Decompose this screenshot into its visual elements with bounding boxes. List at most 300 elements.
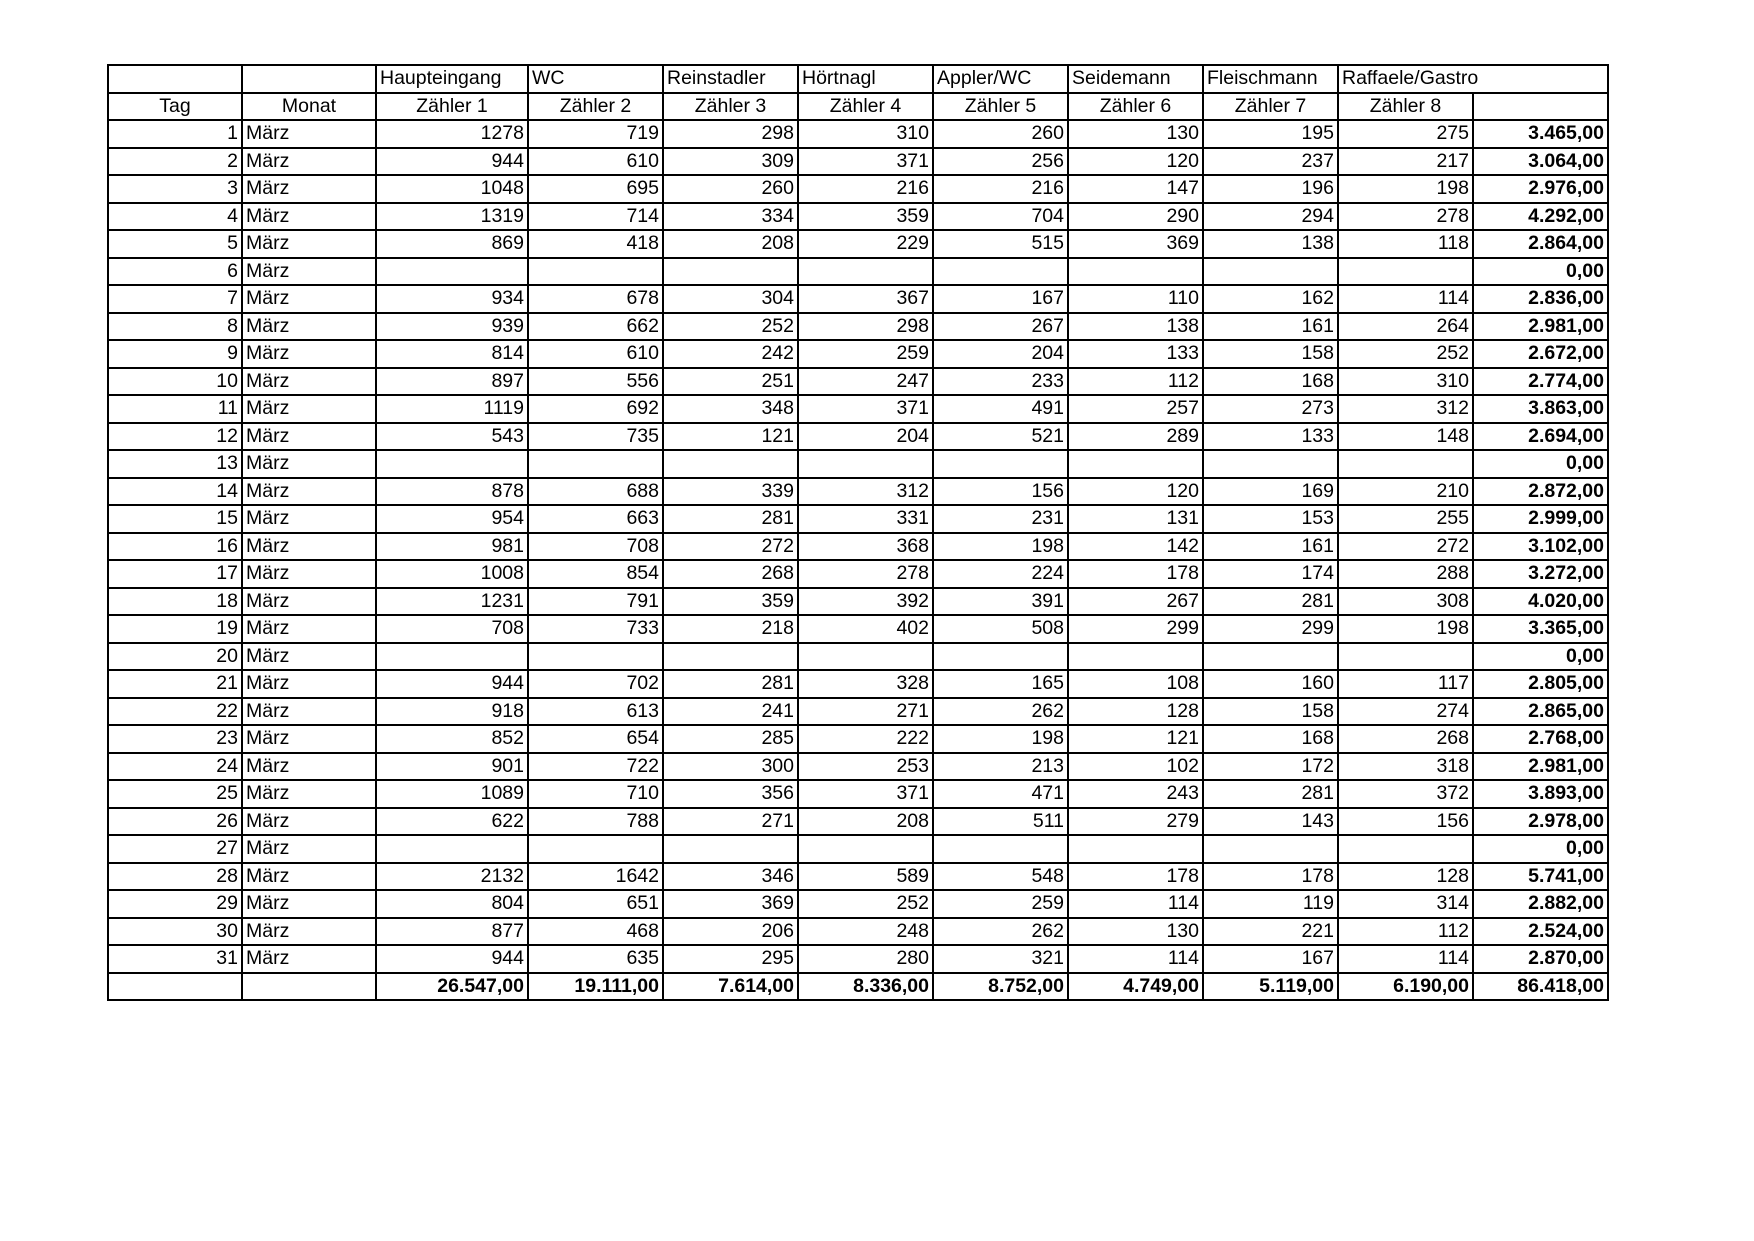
row-total-cell[interactable]: 2.999,00	[1473, 505, 1608, 533]
counter-value-cell[interactable]: 133	[1068, 340, 1203, 368]
day-cell[interactable]: 19	[108, 615, 242, 643]
counter-value-cell[interactable]: 299	[1068, 615, 1203, 643]
counter-value-cell[interactable]: 548	[933, 863, 1068, 891]
counter-value-cell[interactable]: 279	[1068, 808, 1203, 836]
row-total-cell[interactable]: 2.805,00	[1473, 670, 1608, 698]
counter-value-cell[interactable]: 331	[798, 505, 933, 533]
counter-value-cell[interactable]: 114	[1068, 945, 1203, 973]
counter-value-cell[interactable]: 272	[1338, 533, 1473, 561]
counter-header[interactable]: Zähler 8	[1338, 93, 1473, 121]
counter-value-cell[interactable]: 371	[798, 395, 933, 423]
day-cell[interactable]: 15	[108, 505, 242, 533]
row-total-cell[interactable]: 2.672,00	[1473, 340, 1608, 368]
counter-value-cell[interactable]: 210	[1338, 478, 1473, 506]
counter-value-cell[interactable]: 304	[663, 285, 798, 313]
day-cell[interactable]: 25	[108, 780, 242, 808]
day-cell[interactable]: 21	[108, 670, 242, 698]
counter-value-cell[interactable]: 147	[1068, 175, 1203, 203]
counter-value-cell[interactable]: 402	[798, 615, 933, 643]
counter-value-cell[interactable]: 359	[798, 203, 933, 231]
counter-value-cell[interactable]: 2132	[376, 863, 528, 891]
counter-value-cell[interactable]: 944	[376, 148, 528, 176]
counter-value-cell[interactable]: 262	[933, 918, 1068, 946]
counter-value-cell[interactable]: 708	[528, 533, 663, 561]
counter-value-cell[interactable]: 222	[798, 725, 933, 753]
counter-value-cell[interactable]: 312	[1338, 395, 1473, 423]
counter-value-cell[interactable]: 369	[663, 890, 798, 918]
counter-value-cell[interactable]	[1203, 258, 1338, 286]
counter-value-cell[interactable]: 804	[376, 890, 528, 918]
counter-value-cell[interactable]: 515	[933, 230, 1068, 258]
row-total-cell[interactable]: 2.774,00	[1473, 368, 1608, 396]
counter-value-cell[interactable]: 221	[1203, 918, 1338, 946]
counter-value-cell[interactable]: 654	[528, 725, 663, 753]
counter-value-cell[interactable]: 143	[1203, 808, 1338, 836]
column-total-cell[interactable]: 8.752,00	[933, 973, 1068, 1001]
counter-value-cell[interactable]: 334	[663, 203, 798, 231]
counter-value-cell[interactable]: 267	[933, 313, 1068, 341]
counter-value-cell[interactable]: 138	[1068, 313, 1203, 341]
counter-value-cell[interactable]: 369	[1068, 230, 1203, 258]
counter-value-cell[interactable]	[1068, 835, 1203, 863]
counter-value-cell[interactable]: 897	[376, 368, 528, 396]
counter-header[interactable]: Zähler 4	[798, 93, 933, 121]
counter-value-cell[interactable]: 275	[1338, 120, 1473, 148]
counter-value-cell[interactable]: 130	[1068, 120, 1203, 148]
counter-value-cell[interactable]: 114	[1338, 285, 1473, 313]
counter-value-cell[interactable]	[1068, 450, 1203, 478]
counter-value-cell[interactable]: 260	[663, 175, 798, 203]
counter-header[interactable]: Zähler 7	[1203, 93, 1338, 121]
day-cell[interactable]: 10	[108, 368, 242, 396]
month-cell[interactable]: März	[242, 588, 376, 616]
counter-value-cell[interactable]: 791	[528, 588, 663, 616]
counter-value-cell[interactable]: 299	[1203, 615, 1338, 643]
counter-value-cell[interactable]: 165	[933, 670, 1068, 698]
counter-value-cell[interactable]: 237	[1203, 148, 1338, 176]
empty-cell[interactable]	[108, 973, 242, 1001]
counter-value-cell[interactable]: 471	[933, 780, 1068, 808]
counter-value-cell[interactable]: 1319	[376, 203, 528, 231]
counter-value-cell[interactable]: 167	[933, 285, 1068, 313]
counter-value-cell[interactable]: 198	[933, 725, 1068, 753]
month-cell[interactable]: März	[242, 368, 376, 396]
column-total-cell[interactable]: 8.336,00	[798, 973, 933, 1001]
counter-value-cell[interactable]: 267	[1068, 588, 1203, 616]
day-cell[interactable]: 11	[108, 395, 242, 423]
counter-value-cell[interactable]: 280	[798, 945, 933, 973]
counter-value-cell[interactable]: 119	[1203, 890, 1338, 918]
location-header[interactable]: Haupteingang	[376, 65, 528, 93]
counter-value-cell[interactable]	[376, 643, 528, 671]
row-total-cell[interactable]: 2.768,00	[1473, 725, 1608, 753]
counter-value-cell[interactable]: 224	[933, 560, 1068, 588]
counter-value-cell[interactable]: 339	[663, 478, 798, 506]
day-cell[interactable]: 28	[108, 863, 242, 891]
counter-value-cell[interactable]: 229	[798, 230, 933, 258]
counter-value-cell[interactable]: 310	[1338, 368, 1473, 396]
counter-value-cell[interactable]: 288	[1338, 560, 1473, 588]
month-cell[interactable]: März	[242, 670, 376, 698]
counter-value-cell[interactable]: 1642	[528, 863, 663, 891]
counter-value-cell[interactable]	[663, 258, 798, 286]
counter-value-cell[interactable]	[933, 643, 1068, 671]
row-total-cell[interactable]: 2.694,00	[1473, 423, 1608, 451]
counter-value-cell[interactable]: 348	[663, 395, 798, 423]
counter-value-cell[interactable]: 298	[798, 313, 933, 341]
location-header[interactable]: Appler/WC	[933, 65, 1068, 93]
counter-value-cell[interactable]: 158	[1203, 340, 1338, 368]
month-cell[interactable]: März	[242, 863, 376, 891]
counter-value-cell[interactable]: 944	[376, 945, 528, 973]
counter-value-cell[interactable]: 117	[1338, 670, 1473, 698]
day-cell[interactable]: 23	[108, 725, 242, 753]
row-total-cell[interactable]: 2.524,00	[1473, 918, 1608, 946]
column-total-cell[interactable]: 7.614,00	[663, 973, 798, 1001]
counter-value-cell[interactable]: 278	[1338, 203, 1473, 231]
counter-value-cell[interactable]: 878	[376, 478, 528, 506]
counter-value-cell[interactable]: 174	[1203, 560, 1338, 588]
counter-value-cell[interactable]: 268	[1338, 725, 1473, 753]
row-total-cell[interactable]: 3.465,00	[1473, 120, 1608, 148]
counter-value-cell[interactable]: 213	[933, 753, 1068, 781]
counter-value-cell[interactable]: 359	[663, 588, 798, 616]
counter-value-cell[interactable]: 543	[376, 423, 528, 451]
counter-value-cell[interactable]: 208	[663, 230, 798, 258]
row-total-cell[interactable]: 3.893,00	[1473, 780, 1608, 808]
counter-value-cell[interactable]: 418	[528, 230, 663, 258]
day-cell[interactable]: 26	[108, 808, 242, 836]
counter-value-cell[interactable]: 695	[528, 175, 663, 203]
counter-value-cell[interactable]	[1338, 643, 1473, 671]
counter-value-cell[interactable]: 733	[528, 615, 663, 643]
day-cell[interactable]: 3	[108, 175, 242, 203]
counter-value-cell[interactable]: 367	[798, 285, 933, 313]
row-total-cell[interactable]: 2.864,00	[1473, 230, 1608, 258]
month-cell[interactable]: März	[242, 450, 376, 478]
row-total-cell[interactable]: 2.865,00	[1473, 698, 1608, 726]
counter-value-cell[interactable]: 216	[798, 175, 933, 203]
row-total-cell[interactable]: 3.272,00	[1473, 560, 1608, 588]
row-total-cell[interactable]: 4.020,00	[1473, 588, 1608, 616]
counter-value-cell[interactable]: 613	[528, 698, 663, 726]
month-cell[interactable]: März	[242, 175, 376, 203]
day-cell[interactable]: 16	[108, 533, 242, 561]
counter-value-cell[interactable]: 206	[663, 918, 798, 946]
counter-value-cell[interactable]: 142	[1068, 533, 1203, 561]
day-cell[interactable]: 17	[108, 560, 242, 588]
counter-value-cell[interactable]: 120	[1068, 478, 1203, 506]
counter-header[interactable]: Zähler 2	[528, 93, 663, 121]
counter-value-cell[interactable]: 589	[798, 863, 933, 891]
counter-value-cell[interactable]: 328	[798, 670, 933, 698]
row-total-cell[interactable]: 2.976,00	[1473, 175, 1608, 203]
counter-value-cell[interactable]: 622	[376, 808, 528, 836]
counter-value-cell[interactable]: 814	[376, 340, 528, 368]
counter-value-cell[interactable]: 253	[798, 753, 933, 781]
counter-header[interactable]: Zähler 6	[1068, 93, 1203, 121]
counter-value-cell[interactable]: 114	[1068, 890, 1203, 918]
row-total-cell[interactable]: 5.741,00	[1473, 863, 1608, 891]
location-header[interactable]: Reinstadler	[663, 65, 798, 93]
counter-value-cell[interactable]: 198	[933, 533, 1068, 561]
counter-value-cell[interactable]: 167	[1203, 945, 1338, 973]
day-cell[interactable]: 18	[108, 588, 242, 616]
counter-value-cell[interactable]: 160	[1203, 670, 1338, 698]
month-cell[interactable]: März	[242, 258, 376, 286]
day-cell[interactable]: 5	[108, 230, 242, 258]
counter-value-cell[interactable]: 112	[1338, 918, 1473, 946]
counter-value-cell[interactable]	[798, 450, 933, 478]
counter-value-cell[interactable]: 133	[1203, 423, 1338, 451]
counter-value-cell[interactable]: 162	[1203, 285, 1338, 313]
month-cell[interactable]: März	[242, 148, 376, 176]
counter-value-cell[interactable]: 255	[1338, 505, 1473, 533]
counter-value-cell[interactable]: 719	[528, 120, 663, 148]
counter-value-cell[interactable]: 1048	[376, 175, 528, 203]
counter-value-cell[interactable]: 102	[1068, 753, 1203, 781]
counter-value-cell[interactable]: 710	[528, 780, 663, 808]
counter-value-cell[interactable]: 121	[1068, 725, 1203, 753]
counter-value-cell[interactable]	[798, 258, 933, 286]
column-total-cell[interactable]: 4.749,00	[1068, 973, 1203, 1001]
counter-value-cell[interactable]	[798, 835, 933, 863]
counter-value-cell[interactable]: 268	[663, 560, 798, 588]
counter-value-cell[interactable]: 735	[528, 423, 663, 451]
counter-value-cell[interactable]: 511	[933, 808, 1068, 836]
empty-cell[interactable]	[108, 65, 242, 93]
counter-value-cell[interactable]: 372	[1338, 780, 1473, 808]
column-total-cell[interactable]: 19.111,00	[528, 973, 663, 1001]
counter-value-cell[interactable]: 692	[528, 395, 663, 423]
counter-value-cell[interactable]: 158	[1203, 698, 1338, 726]
counter-value-cell[interactable]: 118	[1338, 230, 1473, 258]
row-total-cell[interactable]: 3.365,00	[1473, 615, 1608, 643]
day-cell[interactable]: 22	[108, 698, 242, 726]
month-cell[interactable]: März	[242, 478, 376, 506]
counter-value-cell[interactable]: 217	[1338, 148, 1473, 176]
counter-value-cell[interactable]: 208	[798, 808, 933, 836]
counter-value-cell[interactable]: 281	[1203, 780, 1338, 808]
counter-value-cell[interactable]: 233	[933, 368, 1068, 396]
counter-value-cell[interactable]: 368	[798, 533, 933, 561]
empty-cell[interactable]	[242, 65, 376, 93]
counter-value-cell[interactable]: 869	[376, 230, 528, 258]
counter-value-cell[interactable]: 161	[1203, 313, 1338, 341]
column-total-cell[interactable]: 5.119,00	[1203, 973, 1338, 1001]
counter-value-cell[interactable]: 610	[528, 148, 663, 176]
tag-header[interactable]: Tag	[108, 93, 242, 121]
counter-value-cell[interactable]: 271	[663, 808, 798, 836]
counter-value-cell[interactable]: 1119	[376, 395, 528, 423]
counter-value-cell[interactable]	[1068, 258, 1203, 286]
row-total-cell[interactable]: 2.978,00	[1473, 808, 1608, 836]
day-cell[interactable]: 2	[108, 148, 242, 176]
counter-value-cell[interactable]: 702	[528, 670, 663, 698]
month-cell[interactable]: März	[242, 313, 376, 341]
counter-value-cell[interactable]	[528, 835, 663, 863]
counter-value-cell[interactable]: 178	[1068, 560, 1203, 588]
day-cell[interactable]: 7	[108, 285, 242, 313]
counter-value-cell[interactable]: 298	[663, 120, 798, 148]
day-cell[interactable]: 6	[108, 258, 242, 286]
counter-value-cell[interactable]: 252	[798, 890, 933, 918]
counter-value-cell[interactable]: 954	[376, 505, 528, 533]
counter-value-cell[interactable]: 114	[1338, 945, 1473, 973]
counter-value-cell[interactable]: 252	[663, 313, 798, 341]
counter-header[interactable]: Zähler 3	[663, 93, 798, 121]
counter-value-cell[interactable]: 300	[663, 753, 798, 781]
counter-value-cell[interactable]: 198	[1338, 175, 1473, 203]
counter-header[interactable]: Zähler 1	[376, 93, 528, 121]
counter-value-cell[interactable]: 259	[933, 890, 1068, 918]
month-cell[interactable]: März	[242, 120, 376, 148]
month-cell[interactable]: März	[242, 505, 376, 533]
counter-value-cell[interactable]	[663, 450, 798, 478]
counter-value-cell[interactable]	[528, 450, 663, 478]
location-header[interactable]: Hörtnagl	[798, 65, 933, 93]
month-cell[interactable]: März	[242, 808, 376, 836]
counter-value-cell[interactable]	[376, 835, 528, 863]
counter-value-cell[interactable]: 156	[933, 478, 1068, 506]
counter-value-cell[interactable]: 663	[528, 505, 663, 533]
counter-value-cell[interactable]	[1203, 450, 1338, 478]
counter-value-cell[interactable]	[933, 258, 1068, 286]
location-header[interactable]: Raffaele/Gastro	[1338, 65, 1608, 93]
row-total-cell[interactable]: 0,00	[1473, 450, 1608, 478]
counter-value-cell[interactable]: 112	[1068, 368, 1203, 396]
counter-value-cell[interactable]	[1338, 258, 1473, 286]
row-total-cell[interactable]: 3.102,00	[1473, 533, 1608, 561]
counter-value-cell[interactable]: 264	[1338, 313, 1473, 341]
day-cell[interactable]: 12	[108, 423, 242, 451]
counter-value-cell[interactable]: 242	[663, 340, 798, 368]
counter-value-cell[interactable]	[663, 835, 798, 863]
counter-value-cell[interactable]	[528, 643, 663, 671]
counter-value-cell[interactable]: 318	[1338, 753, 1473, 781]
counter-value-cell[interactable]: 281	[663, 505, 798, 533]
day-cell[interactable]: 20	[108, 643, 242, 671]
row-total-cell[interactable]: 3.863,00	[1473, 395, 1608, 423]
day-cell[interactable]: 30	[108, 918, 242, 946]
row-total-cell[interactable]: 2.836,00	[1473, 285, 1608, 313]
counter-value-cell[interactable]: 257	[1068, 395, 1203, 423]
total-header[interactable]	[1473, 93, 1608, 121]
month-cell[interactable]: März	[242, 890, 376, 918]
counter-value-cell[interactable]: 346	[663, 863, 798, 891]
month-cell[interactable]: März	[242, 203, 376, 231]
counter-value-cell[interactable]: 392	[798, 588, 933, 616]
counter-value-cell[interactable]: 248	[798, 918, 933, 946]
counter-value-cell[interactable]: 1089	[376, 780, 528, 808]
month-cell[interactable]: März	[242, 230, 376, 258]
counter-value-cell[interactable]: 260	[933, 120, 1068, 148]
counter-value-cell[interactable]: 178	[1203, 863, 1338, 891]
row-total-cell[interactable]: 0,00	[1473, 835, 1608, 863]
counter-value-cell[interactable]: 243	[1068, 780, 1203, 808]
counter-value-cell[interactable]	[933, 450, 1068, 478]
counter-value-cell[interactable]: 934	[376, 285, 528, 313]
counter-value-cell[interactable]: 635	[528, 945, 663, 973]
counter-value-cell[interactable]: 391	[933, 588, 1068, 616]
counter-value-cell[interactable]: 939	[376, 313, 528, 341]
counter-value-cell[interactable]: 148	[1338, 423, 1473, 451]
counter-value-cell[interactable]: 196	[1203, 175, 1338, 203]
counter-value-cell[interactable]: 121	[663, 423, 798, 451]
row-total-cell[interactable]: 3.064,00	[1473, 148, 1608, 176]
counter-value-cell[interactable]: 153	[1203, 505, 1338, 533]
counter-value-cell[interactable]: 310	[798, 120, 933, 148]
empty-cell[interactable]	[242, 973, 376, 1001]
month-cell[interactable]: März	[242, 643, 376, 671]
counter-value-cell[interactable]: 178	[1068, 863, 1203, 891]
month-cell[interactable]: März	[242, 725, 376, 753]
counter-value-cell[interactable]: 169	[1203, 478, 1338, 506]
counter-value-cell[interactable]: 274	[1338, 698, 1473, 726]
counter-value-cell[interactable]: 161	[1203, 533, 1338, 561]
counter-value-cell[interactable]: 110	[1068, 285, 1203, 313]
month-header[interactable]: Monat	[242, 93, 376, 121]
counter-value-cell[interactable]: 120	[1068, 148, 1203, 176]
counter-value-cell[interactable]	[1068, 643, 1203, 671]
counter-value-cell[interactable]: 662	[528, 313, 663, 341]
counter-value-cell[interactable]: 309	[663, 148, 798, 176]
counter-value-cell[interactable]: 1278	[376, 120, 528, 148]
counter-value-cell[interactable]	[933, 835, 1068, 863]
counter-value-cell[interactable]: 321	[933, 945, 1068, 973]
day-cell[interactable]: 8	[108, 313, 242, 341]
counter-value-cell[interactable]: 704	[933, 203, 1068, 231]
month-cell[interactable]: März	[242, 340, 376, 368]
counter-value-cell[interactable]: 1008	[376, 560, 528, 588]
counter-value-cell[interactable]: 944	[376, 670, 528, 698]
counter-value-cell[interactable]: 722	[528, 753, 663, 781]
row-total-cell[interactable]: 0,00	[1473, 643, 1608, 671]
counter-value-cell[interactable]	[376, 450, 528, 478]
day-cell[interactable]: 14	[108, 478, 242, 506]
counter-value-cell[interactable]: 138	[1203, 230, 1338, 258]
counter-value-cell[interactable]: 108	[1068, 670, 1203, 698]
counter-value-cell[interactable]: 981	[376, 533, 528, 561]
counter-value-cell[interactable]: 314	[1338, 890, 1473, 918]
counter-value-cell[interactable]: 1231	[376, 588, 528, 616]
counter-header[interactable]: Zähler 5	[933, 93, 1068, 121]
month-cell[interactable]: März	[242, 395, 376, 423]
month-cell[interactable]: März	[242, 533, 376, 561]
day-cell[interactable]: 27	[108, 835, 242, 863]
grand-total-cell[interactable]: 86.418,00	[1473, 973, 1608, 1001]
row-total-cell[interactable]: 2.981,00	[1473, 753, 1608, 781]
counter-value-cell[interactable]: 204	[798, 423, 933, 451]
counter-value-cell[interactable]	[1203, 643, 1338, 671]
column-total-cell[interactable]: 6.190,00	[1338, 973, 1473, 1001]
location-header[interactable]: WC	[528, 65, 663, 93]
row-total-cell[interactable]: 0,00	[1473, 258, 1608, 286]
counter-value-cell[interactable]: 281	[1203, 588, 1338, 616]
counter-value-cell[interactable]: 241	[663, 698, 798, 726]
counter-value-cell[interactable]: 918	[376, 698, 528, 726]
counter-value-cell[interactable]: 195	[1203, 120, 1338, 148]
counter-value-cell[interactable]: 714	[528, 203, 663, 231]
counter-value-cell[interactable]: 678	[528, 285, 663, 313]
month-cell[interactable]: März	[242, 835, 376, 863]
counter-value-cell[interactable]: 252	[1338, 340, 1473, 368]
counter-value-cell[interactable]: 651	[528, 890, 663, 918]
counter-value-cell[interactable]: 218	[663, 615, 798, 643]
counter-value-cell[interactable]: 508	[933, 615, 1068, 643]
counter-value-cell[interactable]: 708	[376, 615, 528, 643]
counter-value-cell[interactable]: 788	[528, 808, 663, 836]
